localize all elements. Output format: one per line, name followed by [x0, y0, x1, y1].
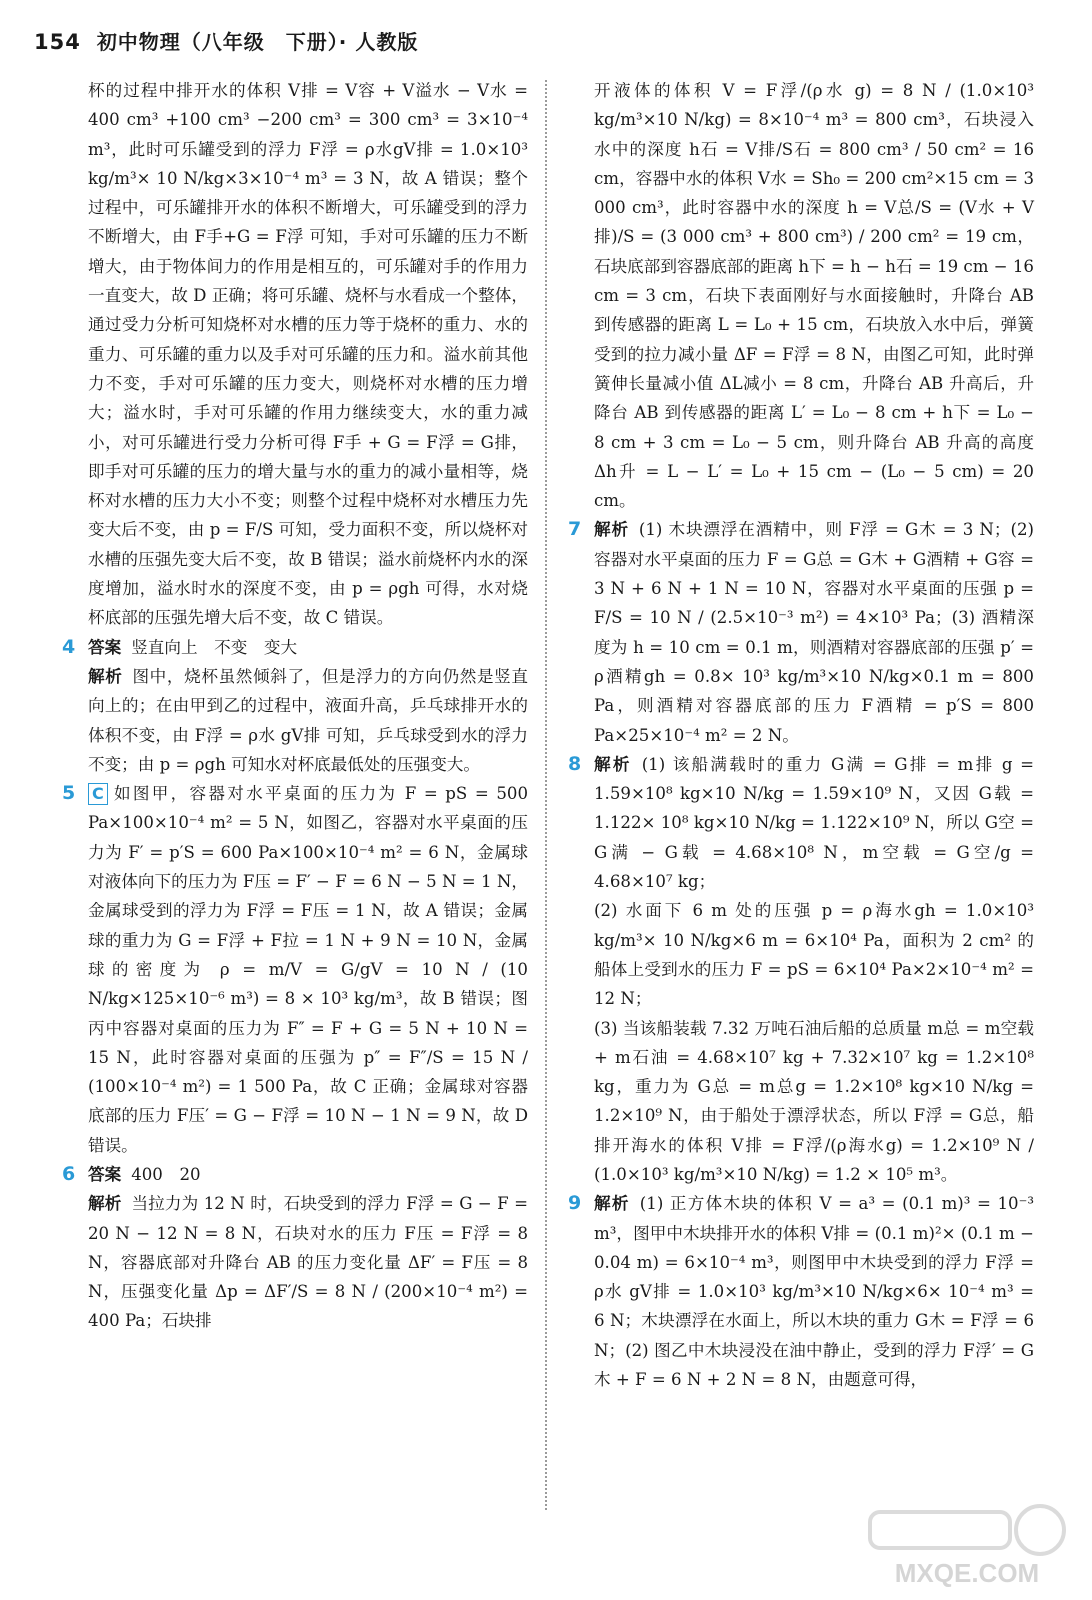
question-number: 7 — [568, 518, 582, 541]
page-header — [34, 26, 418, 55]
analysis-part-3: (3) 当该船装载 7.32 万吨石油后船的总质量 m总 = m空载 + m石油 = 4.68×10⁷ kg + 7.32×10⁷ kg = 1.2×10⁸ kg，重力为 G总 = m总g = 1.2×10⁸ kg×10 N/kg = 1.2×10⁹ N，由于船处于漂浮状态，所以 F浮 = G总，船排开海水的体积 V排 = F浮/(ρ海水g) = 1.2×10⁹ N / (1.0×10³ kg/m³×10 N/kg) = 1.2 × 10⁵ m³。 — [594, 1018, 1034, 1184]
question-number: 8 — [568, 752, 582, 775]
question-7 — [568, 515, 1034, 749]
analysis-label: 解析 — [88, 1194, 122, 1214]
analysis-label: 解析 — [594, 1194, 630, 1214]
watermark-logo — [860, 1500, 1075, 1590]
analysis-text: 图中，烧杯虽然倾斜了，但是浮力的方向仍然是竖直向上的；在由甲到乙的过程中，液面升高，乒乓球排开水的体积不变，由 F浮 = ρ水 gV排 可知，乒乓球受到水的浮力不变；由 p = ρgh 可知水对杯底最低处的压强变大。 — [88, 666, 529, 774]
q6-continuation: 开液体的体积 V = F浮/(ρ水 g) = 8 N / (1.0×10³ kg/m³×10 N/kg) = 8×10⁻⁴ m³ = 800 cm³，石块浸入水中的深度 h石 = V排/S石 = 800 cm³ / 50 cm² = 16 cm，容器中水的体积 V水 = Sh₀ = 200 cm²×15 cm = 3 000 cm³，此时容器中水的深度 h = V总/S = (V水 + V排)/S = (3 000 cm³ + 800 cm³) / 200 cm² = 19 cm，石块底部到容器底部的距离 h下 = h − h石 = 19 cm − 16 cm = 3 cm，石块下表面刚好与水面接触时，升降台 AB 到传感器的距离 L = L₀ + 15 cm，石块放入水中后，弹簧受到的拉力减小量 ΔF = F浮 = 8 N，由图乙可知，此时弹簧伸长量减小值 ΔL减小 = 8 cm，升降台 AB 升高后，升降台 AB 到传感器的距离 L′ = L₀ − 8 cm + h下 = L₀ − 8 cm + 3 cm = L₀ − 5 cm，则升降台 AB 升高的高度 Δh升 = L − L′ = L₀ + 15 cm − (L₀ − 5 cm) = 20 cm。 — [594, 81, 1034, 511]
analysis-text: (1) 木块漂浮在酒精中，则 F浮 = G木 = 3 N；(2) 容器对水平桌面的压力 F = G总 = G木 + G酒精 + G容 = 3 N + 6 N + 1 N = 10 N，容器对水平桌面的压强 p = F/S = 10 N / (2.5×10⁻³ m²) = 4×10³ Pa；(3) 酒精深度为 h = 10 cm = 0.1 m，则酒精对容器底部的压强 p′ = ρ酒精gh = 0.8× 10³ kg/m³×10 N/kg×0.1 m = 800 Pa，则酒精对容器底部的压力 F酒精 = p′S = 800 Pa×25×10⁻⁴ m² = 2 N。 — [594, 520, 1034, 745]
analysis-part-2: (2) 水面下 6 m 处的压强 p = ρ海水gh = 1.0×10³ kg/m³× 10 N/kg×6 m = 6×10⁴ Pa，面积为 2 cm² 的船体上受到水的压力 F = pS = 6×10⁴ Pa×2×10⁻⁴ m² = 12 N； — [594, 901, 1034, 1009]
analysis-label: 解析 — [594, 520, 629, 540]
left-column — [62, 76, 529, 1336]
analysis-text: 如图甲，容器对水平桌面的压力为 F = pS = 500 Pa×100×10⁻⁴ m² = 5 N，如图乙，容器对水平桌面的压力为 F′ = p′S = 600 Pa×100×10⁻⁴ m² = 6 N，金属球对液体向下的压力为 F压 = F′ − F = 6 N − 5 N = 1 N，金属球受到的浮力为 F浮 = F压 = 1 N，故 A 错误；金属球的重力为 G = F浮 + F拉 = 1 N + 9 N = 10 N，金属球的密度为 ρ = m/V = G/gV = 10 N / (10 N/kg×125×10⁻⁶ m³) = 8 × 10³ kg/m³，故 B 错误；图丙中容器对桌面的压力为 F″ = F + G = 5 N + 10 N = 15 N，此时容器对桌面的压强为 p″ = F″/S = 15 N / (100×10⁻⁴ m²) = 1 500 Pa，故 C 正确；金属球对容器底部的压力 F压′ = G − F浮 = 10 N − 1 N = 9 N，故 D 错误。 — [88, 784, 528, 1155]
choice-badge: C — [88, 783, 108, 805]
analysis-part-1: (1) 该船满载时的重力 G满 = G排 = m排 g = 1.59×10⁸ kg×10 N/kg = 1.59×10⁹ N，又因 G载 = 1.122× 10⁸ kg×10 N/kg = 1.122×10⁹ N，所以 G空 = G满 − G载 = 4.68×10⁸ N，m空载 = G空/g = 4.68×10⁷ kg； — [594, 754, 1034, 892]
question-number: 6 — [62, 1162, 76, 1185]
answer-label: 答案 — [88, 1164, 122, 1184]
analysis-label: 解析 — [88, 666, 123, 686]
analysis-block — [88, 1189, 528, 1335]
column-divider — [545, 80, 547, 1510]
question-number: 9 — [568, 1192, 582, 1215]
question-6 — [62, 1160, 528, 1336]
question-5 — [62, 779, 528, 1160]
answer-text: 400 20 — [131, 1164, 201, 1184]
book-title: 初中物理（八年级 下册）· 人教版 — [96, 30, 419, 54]
q3-continuation: 杯的过程中排开水的体积 V排 = V容 + V溢水 − V水 = 400 cm³ +100 cm³ −200 cm³ = 300 cm³ = 3×10⁻⁴ m³，此时可乐罐受到的浮力 F浮 = ρ水gV排 = 1.0×10³ kg/m³× 10 N/kg×3×10⁻⁴ m³ = 3 N，故 A 错误；整个过程中，可乐罐排开水的体积不断增大，可乐罐受到的浮力不断增大，由 F手+G = F浮 可知，手对可乐罐的压力不断增大，由于物体间力的作用是相互的，可乐罐对手的作用力一直变大，故 D 正确；将可乐罐、烧杯与水看成一个整体，通过受力分析可知烧杯对水槽的压力等于烧杯的重力、水的重力、可乐罐的重力以及手对可乐罐的压力和。溢水前其他力不变，手对可乐罐的压力变大，则烧杯对水槽的压力增大；溢水时，手对可乐罐的作用力继续变大，水的重力减小，对可乐罐进行受力分析可得 F手 + G = F浮 = G排，即手对可乐罐的压力的增大量与水的重力的减小量相等，烧杯对水槽的压力大小不变；则整个过程中烧杯对水槽压力先变大后不变，由 p = F/S 可知，受力面积不变，所以烧杯对水槽的压强先变大后不变，故 B 错误；溢水前烧杯内水的深度增加，溢水时水的深度不变，由 p = ρgh 可得，水对烧杯底部的压强先增大后不变，故 C 错误。 — [88, 81, 528, 628]
right-column — [568, 76, 1035, 1394]
analysis-block — [88, 662, 528, 779]
answer-line — [88, 1160, 528, 1189]
question-8 — [568, 750, 1034, 1189]
analysis-text: (1) 正方体木块的体积 V = a³ = (0.1 m)³ = 10⁻³ m³，图甲中木块排开水的体积 V排 = (0.1 m)²× (0.1 m − 0.04 m) = 6×10⁻⁴ m³，则图甲中木块受到的浮力 F浮 = ρ水 gV排 = 1.0×10³ kg/m³×10 N/kg×6× 10⁻⁴ m³ = 6 N；木块漂浮在水面上，所以木块的重力 G木 = F浮 = 6 N；(2) 图乙中木块浸没在油中静止，受到的浮力 F浮′ = G木 + F = 6 N + 2 N = 8 N，由题意可得， — [594, 1194, 1035, 1390]
question-4 — [62, 633, 529, 779]
answer-label: 答案 — [88, 637, 122, 657]
analysis-label: 解析 — [594, 754, 632, 774]
question-number: 5 — [62, 782, 76, 805]
question-9 — [568, 1189, 1035, 1394]
answer-text: 竖直向上 不变 变大 — [131, 637, 298, 657]
question-number: 4 — [62, 635, 76, 658]
page-number: 154 — [34, 30, 81, 54]
watermark-text: MXQE.COM — [894, 1558, 1040, 1588]
analysis-text: 当拉力为 12 N 时，石块受到的浮力 F浮 = G − F = 20 N − 12 N = 8 N，石块对水的压力 F压 = F浮 = 8 N，容器底部对升降台 AB 的压力变化量 ΔF′ = F压 = 8 N，压强变化量 Δp = ΔF′/S = 8 N / (200×10⁻⁴ m²) = 400 Pa；石块排 — [88, 1194, 528, 1331]
answer-line — [88, 633, 528, 662]
